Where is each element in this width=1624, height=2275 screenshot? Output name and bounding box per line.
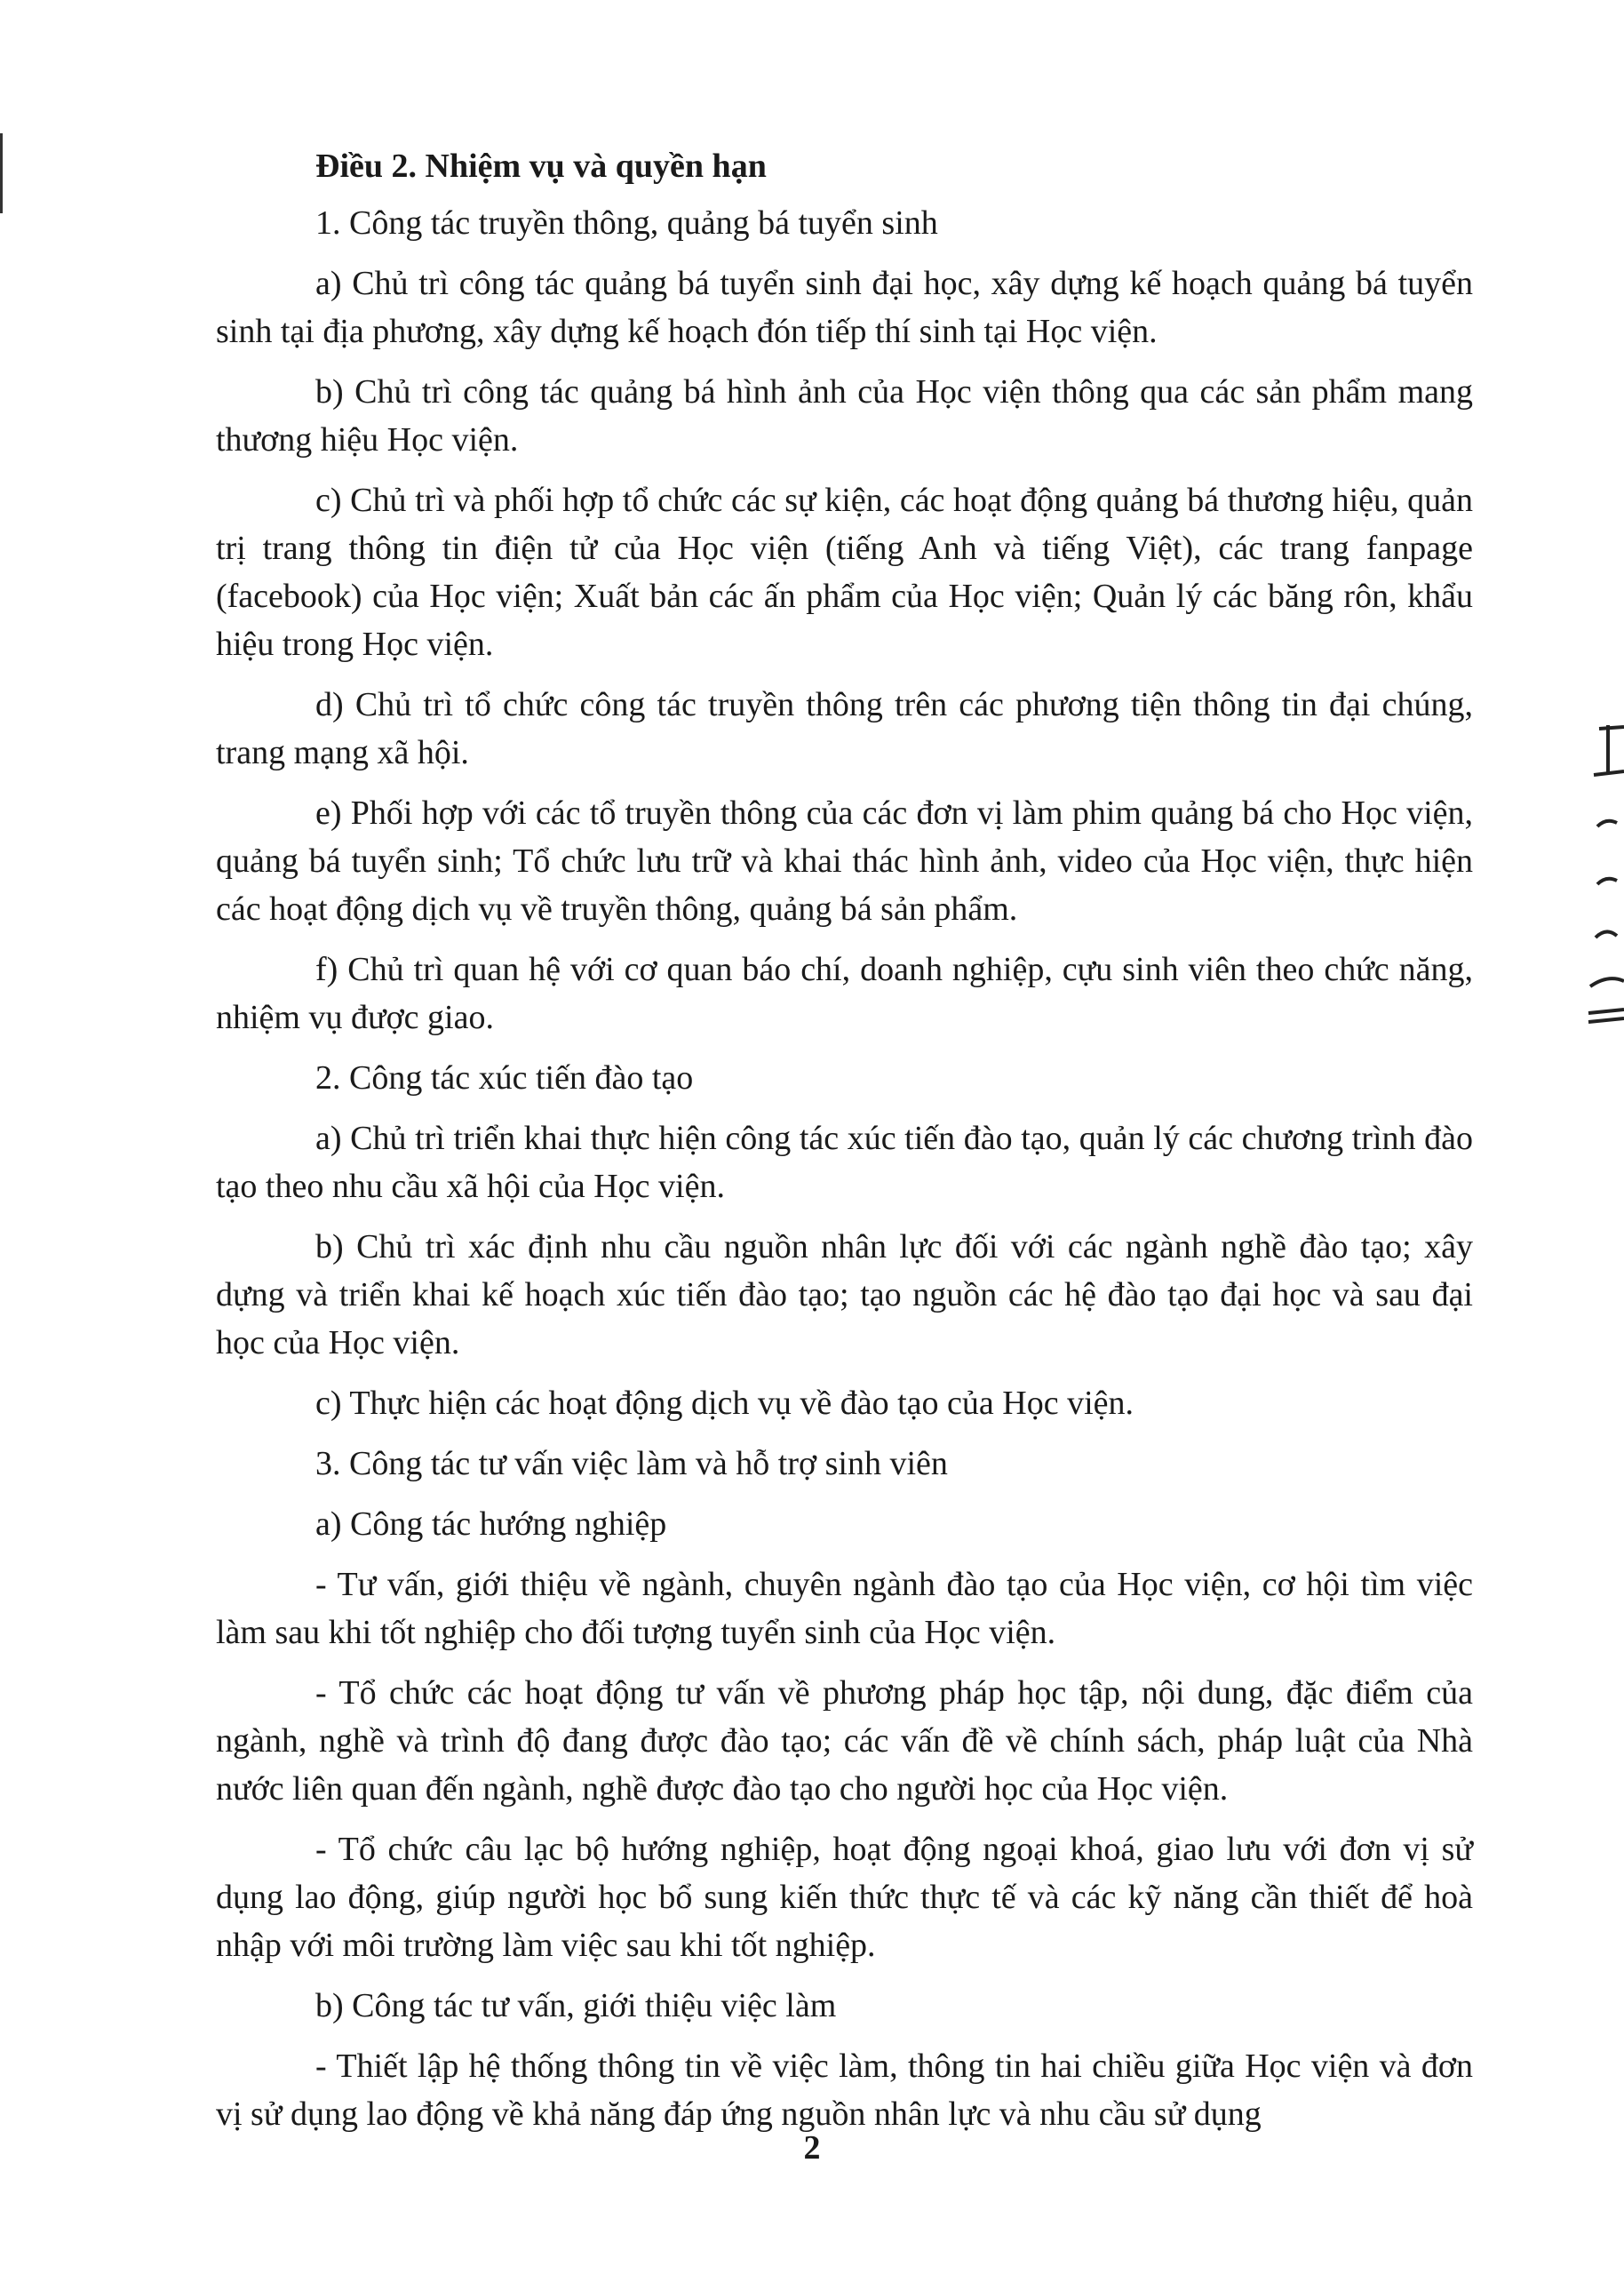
article-heading: Điều 2. Nhiệm vụ và quyền hạn — [315, 148, 767, 185]
page-number: 2 — [803, 2129, 821, 2167]
section-heading: 2. Công tác xúc tiến đào tạo — [315, 1059, 694, 1097]
subsection-heading: a) Công tác hướng nghiệp — [315, 1505, 667, 1543]
scan-edge-mark — [0, 133, 3, 213]
section-heading: 3. Công tác tư vấn việc làm và hỗ trợ sinh viên — [315, 1445, 948, 1482]
paragraph: a) Chủ trì triển khai thực hiện công tác xúc tiến đào tạo, quản lý các chương trình đào tạo theo nhu cầu xã hội của Học viện. — [216, 1120, 1473, 1205]
bullet-paragraph: - Tổ chức câu lạc bộ hướng nghiệp, hoạt động ngoại khoá, giao lưu với đơn vị sử dụng lao động, giúp người học bổ sung kiến thức thực tế và các kỹ năng cần thiết để hoà nhập với môi trường làm việc sau khi tốt nghiệp. — [216, 1831, 1473, 1964]
paragraph: b) Chủ trì công tác quảng bá hình ảnh của Học viện thông qua các sản phẩm mang thương hiệu Học viện. — [216, 373, 1473, 459]
subsection-heading: b) Công tác tư vấn, giới thiệu việc làm — [315, 1987, 837, 2024]
paragraph: f) Chủ trì quan hệ với cơ quan báo chí, doanh nghiệp, cựu sinh viên theo chức năng, nhiệm vụ được giao. — [216, 951, 1473, 1036]
bullet-paragraph: - Tư vấn, giới thiệu về ngành, chuyên ngành đào tạo của Học viện, cơ hội tìm việc làm sau khi tốt nghiệp cho đối tượng tuyển sinh của Học viện. — [216, 1566, 1473, 1651]
seal-stamp-edge — [1581, 720, 1624, 1040]
section-heading: 1. Công tác truyền thông, quảng bá tuyển sinh — [315, 204, 938, 242]
paragraph: e) Phối hợp với các tổ truyền thông của các đơn vị làm phim quảng bá cho Học viện, quảng bá tuyển sinh; Tổ chức lưu trữ và khai thác hình ảnh, video của Học viện, thực hiện các hoạt động dịch vụ về truyền thông, quảng bá sản phẩm. — [216, 794, 1473, 928]
paragraph: c) Thực hiện các hoạt động dịch vụ về đào tạo của Học viện. — [315, 1385, 1134, 1422]
paragraph: d) Chủ trì tổ chức công tác truyền thông trên các phương tiện thông tin đại chúng, trang mạng xã hội. — [216, 686, 1473, 771]
document-body — [216, 142, 1473, 2151]
paragraph: b) Chủ trì xác định nhu cầu nguồn nhân lực đối với các ngành nghề đào tạo; xây dựng và triển khai kế hoạch xúc tiến đào tạo; tạo nguồn các hệ đào tạo đại học và sau đại học của Học viện. — [216, 1228, 1473, 1361]
paragraph: c) Chủ trì và phối hợp tổ chức các sự kiện, các hoạt động quảng bá thương hiệu, quản trị trang thông tin điện tử của Học viện (tiếng Anh và tiếng Việt), các trang fanpage (facebook) của Học viện; Xuất bản các ấn phẩm của Học viện; Quản lý các băng rôn, khẩu hiệu trong Học viện. — [216, 482, 1473, 663]
bullet-paragraph: - Thiết lập hệ thống thông tin về việc làm, thông tin hai chiều giữa Học viện và đơn vị sử dụng lao động về khả năng đáp ứng nguồn nhân lực và nhu cầu sử dụng — [216, 2048, 1473, 2133]
paragraph: a) Chủ trì công tác quảng bá tuyển sinh đại học, xây dựng kế hoạch quảng bá tuyển sinh tại địa phương, xây dựng kế hoạch đón tiếp thí sinh tại Học viện. — [216, 265, 1473, 350]
bullet-paragraph: - Tổ chức các hoạt động tư vấn về phương pháp học tập, nội dung, đặc điểm của ngành, nghề và trình độ đang được đào tạo; các vấn đề về chính sách, pháp luật của Nhà nước liên quan đến ngành, nghề được đào tạo cho người học của Học viện. — [216, 1674, 1473, 1808]
